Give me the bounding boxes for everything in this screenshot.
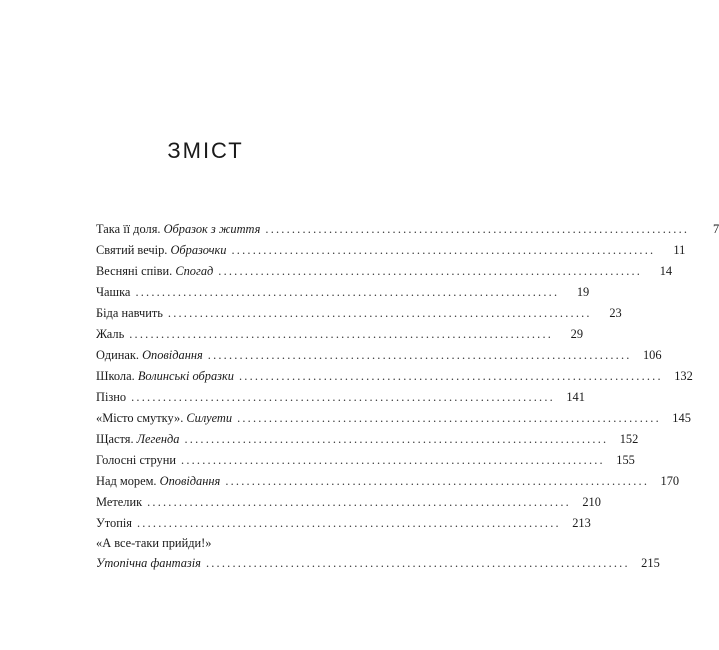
toc-entry <box>96 219 719 240</box>
toc-entry-subtitle: Образочки <box>170 243 227 257</box>
toc-leader-dots: ................................................................................ <box>225 474 650 488</box>
toc-entry <box>96 492 601 513</box>
toc-entry <box>96 366 693 387</box>
toc-page-number: 11 <box>673 243 686 257</box>
toc-entry-title <box>96 219 260 240</box>
toc-entry <box>96 408 691 429</box>
toc-entry-main: Одинак. <box>96 348 143 362</box>
toc-entry-main: Щастя. <box>96 432 137 446</box>
toc-leader-dots: ................................................................................ <box>205 556 630 570</box>
toc-leader-dots: ................................................................................ <box>237 411 661 425</box>
toc-entry-title <box>96 303 163 324</box>
toc-page-number: 155 <box>616 453 635 467</box>
toc-leader-dots: ................................................................................ <box>131 390 555 404</box>
toc-entry-main: Така її доля. <box>96 222 164 236</box>
toc-leader-dots: ................................................................................ <box>231 243 656 257</box>
toc-leader-dots: ................................................................................ <box>137 516 561 530</box>
toc-entry-main: Школа. <box>96 369 138 383</box>
toc-leader-dots: ................................................................................ <box>238 369 663 383</box>
toc-page-number: 152 <box>619 432 639 446</box>
toc-page-number: 132 <box>674 369 693 383</box>
toc-entry-title <box>96 240 227 261</box>
toc-entry-subtitle: Легенда <box>136 432 180 446</box>
toc-page-number: 7 <box>713 222 719 236</box>
toc-entry-title <box>96 513 132 534</box>
toc-entry-title <box>96 408 232 429</box>
toc-page-number: 23 <box>609 306 622 320</box>
toc-entry-title <box>96 366 234 387</box>
page-title: ЗМІСТ <box>167 138 244 163</box>
toc-entry-title <box>96 450 176 471</box>
toc-page-number: 145 <box>672 411 691 425</box>
toc-page-number: 215 <box>641 556 660 570</box>
toc-entry-title <box>96 282 130 303</box>
toc-entry <box>96 324 584 345</box>
toc-entry-subtitle: Силуети <box>186 411 233 425</box>
toc-entry <box>96 261 673 282</box>
toc-entry-main: Святий вечір. <box>96 243 171 257</box>
toc-entry-title <box>96 553 201 574</box>
toc-entry <box>96 303 622 324</box>
toc-entry-main: Пізно <box>96 390 127 404</box>
toc-entry-subtitle: Оповідання <box>142 348 203 362</box>
toc-entry <box>96 553 660 574</box>
toc-leader-dots: ................................................................................ <box>207 348 632 362</box>
toc-entry-main: «Місто смутку». <box>96 411 187 425</box>
toc-page-number: 19 <box>576 285 590 299</box>
toc-entry-main: Чашка <box>96 285 131 299</box>
toc-entry <box>96 513 591 534</box>
toc-entry <box>96 450 635 471</box>
toc-entry-title <box>96 534 211 553</box>
toc-entry-main: Біда навчить <box>96 306 163 320</box>
toc-entry-main: Голосні струни <box>96 453 177 467</box>
table-of-contents <box>96 219 719 574</box>
toc-entry-subtitle: Оповідання <box>159 474 221 488</box>
toc-entry-title <box>96 345 203 366</box>
toc-entry-title <box>96 429 180 450</box>
toc-entry-title <box>96 387 126 408</box>
toc-entry-subtitle: Образок з життя <box>163 222 261 236</box>
toc-entry-main: «А все-таки прийди!» <box>96 536 212 550</box>
toc-entry <box>96 240 686 261</box>
toc-page-number: 29 <box>570 327 584 341</box>
toc-entry-subtitle: Волинські образки <box>137 369 234 383</box>
toc-entry-title <box>96 261 213 282</box>
toc-leader-dots: ................................................................................ <box>218 264 643 278</box>
toc-page-number: 170 <box>660 474 680 488</box>
toc-entry-subtitle: Спогад <box>175 264 214 278</box>
toc-entry <box>96 534 348 553</box>
toc-leader-dots: ................................................................................ <box>184 432 609 446</box>
toc-page-number: 213 <box>572 516 591 530</box>
toc-entry-main: Утопія <box>96 516 132 530</box>
toc-entry-main: Жаль <box>96 327 125 341</box>
toc-entry-main: Над морем. <box>96 474 160 488</box>
toc-entry-title <box>96 492 142 513</box>
toc-entry <box>96 345 662 366</box>
toc-entry-title <box>96 471 220 492</box>
toc-page-number: 210 <box>582 495 601 509</box>
toc-leader-dots: ................................................................................ <box>181 453 605 467</box>
toc-entry-main: Весняні співи. <box>96 264 176 278</box>
toc-page-number: 141 <box>566 390 585 404</box>
toc-entry <box>96 471 680 492</box>
toc-entry <box>96 429 639 450</box>
toc-entry-main: Метелик <box>96 495 143 509</box>
toc-leader-dots: ................................................................................ <box>167 306 592 320</box>
toc-leader-dots: ................................................................................ <box>147 495 571 509</box>
toc-entry <box>96 282 590 303</box>
toc-entry-title <box>96 324 124 345</box>
toc-leader-dots: ................................................................................ <box>129 327 554 341</box>
toc-entry <box>96 387 585 408</box>
toc-entry-subtitle: Утопічна фантазія <box>96 556 201 570</box>
toc-page-number: 14 <box>659 264 673 278</box>
toc-leader-dots: ................................................................................ <box>135 285 560 299</box>
toc-leader-dots: ................................................................................ <box>265 222 690 236</box>
toc-page-number: 106 <box>642 348 662 362</box>
